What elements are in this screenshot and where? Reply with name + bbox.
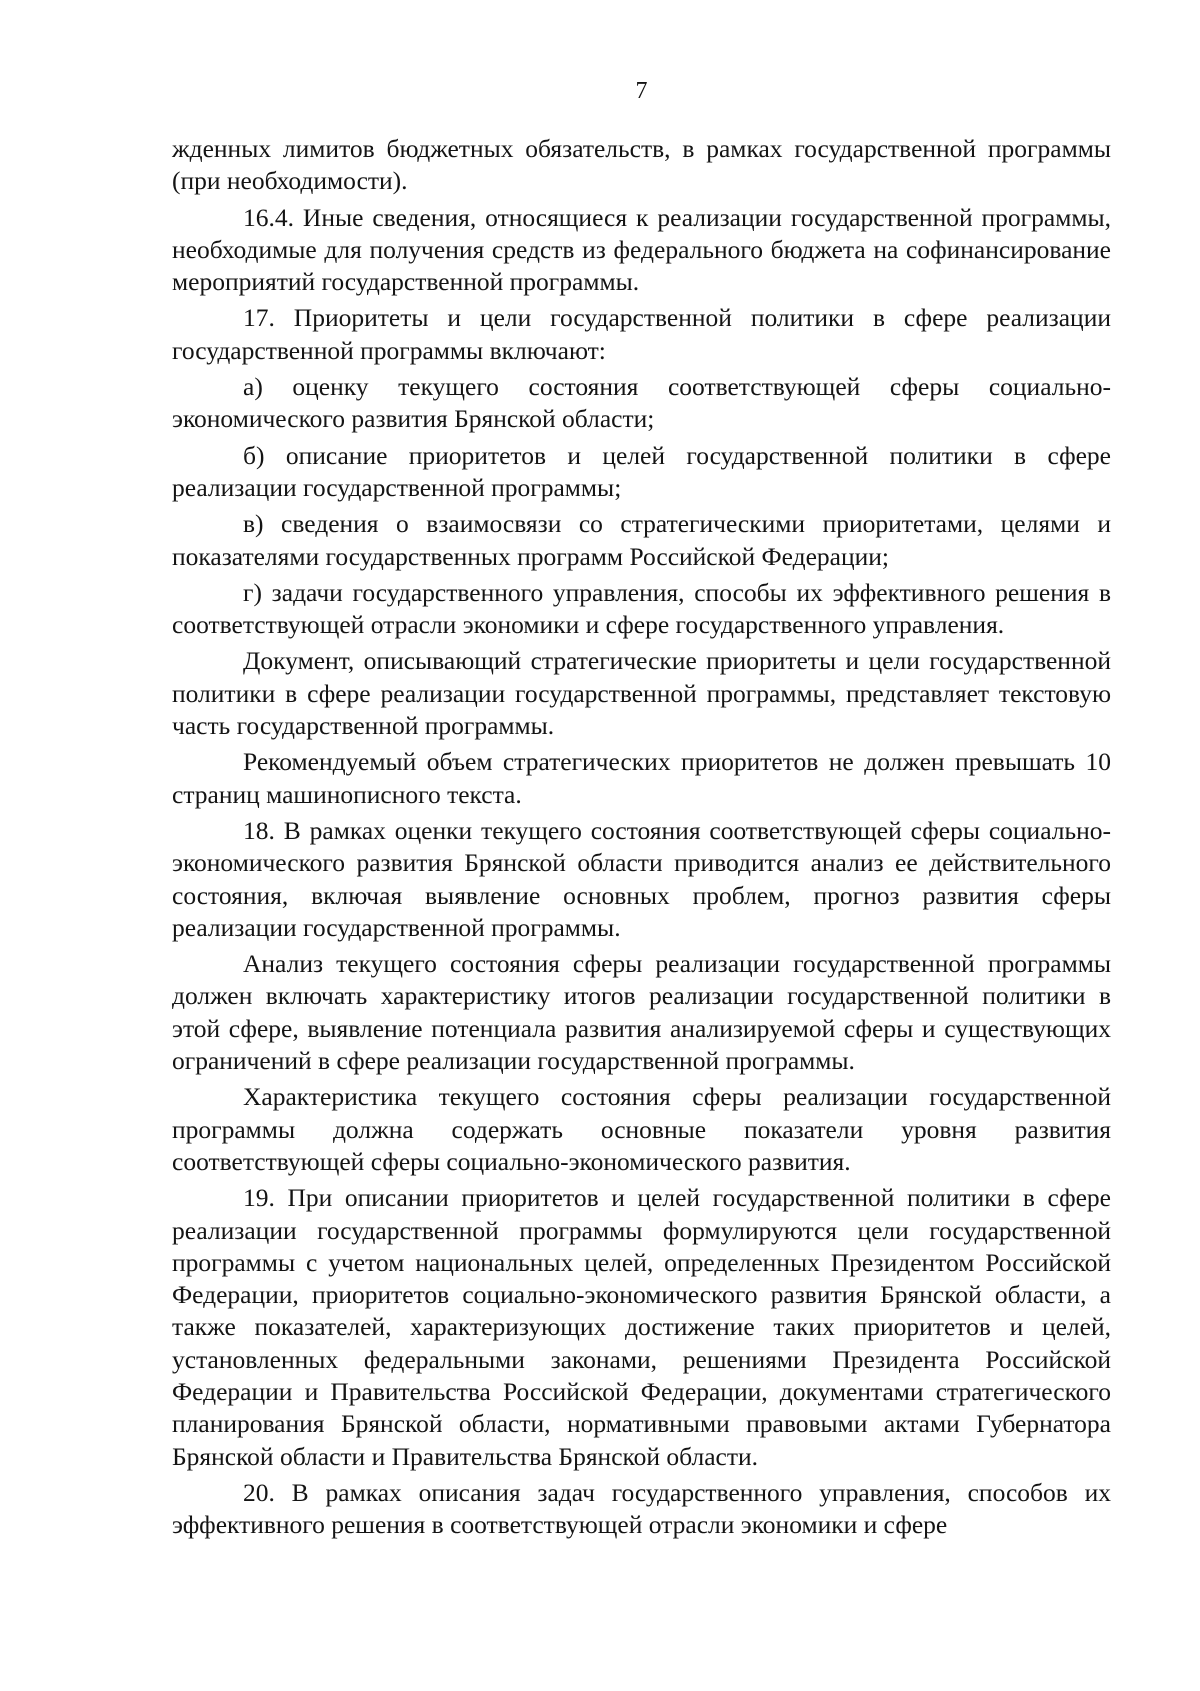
list-item-b: б) описание приоритетов и целей государственной политики в сфере реализации государственной программы; xyxy=(172,440,1111,502)
list-item-v: в) сведения о взаимосвязи со стратегическими приоритетами, целями и показателями государственных программ Российской Федерации; xyxy=(172,509,1111,571)
paragraph-17: 17. Приоритеты и цели государственной политики в сфере реализации государственной программы включают: xyxy=(172,303,1111,365)
paragraph-continuation: жденных лимитов бюджетных обязательств, в рамках государственной программы (при необходимости). xyxy=(172,134,1111,196)
page-number: 7 xyxy=(635,78,648,104)
paragraph-18: 18. В рамках оценки текущего состояния соответствующей сферы социально-экономического развития Брянской области приводится анализ ее действительного состояния, включая выявление основных проблем, прогноз развития сферы реализации государственной программы. xyxy=(172,815,1111,942)
paragraph-19: 19. При описании приоритетов и целей государственной политики в сфере реализации государственной программы формулируются цели государственной программы с учетом национальных целей, определенных Президентом Российской Федерации, приоритетов социально-экономического развития Брянской области, а также показателей, характеризующих достижение таких приоритетов и целей, установленных федеральными законами, решениями Президента Российской Федерации и Правительства Российской Федерации, документами стратегического планирования Брянской области, нормативными правовыми актами Губернатора Брянской области и Правительства Брянской области. xyxy=(172,1183,1111,1471)
paragraph-analysis: Анализ текущего состояния сферы реализации государственной программы должен включать характеристику итогов реализации государственной политики в этой сфере, выявление потенциала развития анализируемой сферы и существующих ограничений в сфере реализации государственной программы. xyxy=(172,949,1111,1076)
list-item-g: г) задачи государственного управления, способы их эффективного решения в соответствующей отрасли экономики и сфере государственного управления. xyxy=(172,577,1111,640)
paragraph-document-description: Документ, описывающий стратегические приоритеты и цели государственной политики в сфере реализации государственной программы, представляет текстовую часть государственной программы. xyxy=(172,646,1111,741)
document-body xyxy=(172,133,1111,1541)
paragraph-16-4: 16.4. Иные сведения, относящиеся к реализации государственной программы, необходимые для получения средств из федерального бюджета на софинансирование мероприятий государственной программы. xyxy=(172,202,1111,297)
paragraph-characteristics: Характеристика текущего состояния сферы реализации государственной программы должна содержать основные показатели уровня развития соответствующей сферы социально-экономического развития. xyxy=(172,1082,1111,1176)
paragraph-recommended-volume: Рекомендуемый объем стратегических приоритетов не должен превышать 10 страниц машинописного текста. xyxy=(172,747,1111,809)
list-item-a: а) оценку текущего состояния соответствующей сферы социально-экономического развития Брянской области; xyxy=(172,372,1111,434)
paragraph-20: 20. В рамках описания задач государственного управления, способов их эффективного решения в соответствующей отрасли экономики и сфере xyxy=(172,1477,1111,1540)
